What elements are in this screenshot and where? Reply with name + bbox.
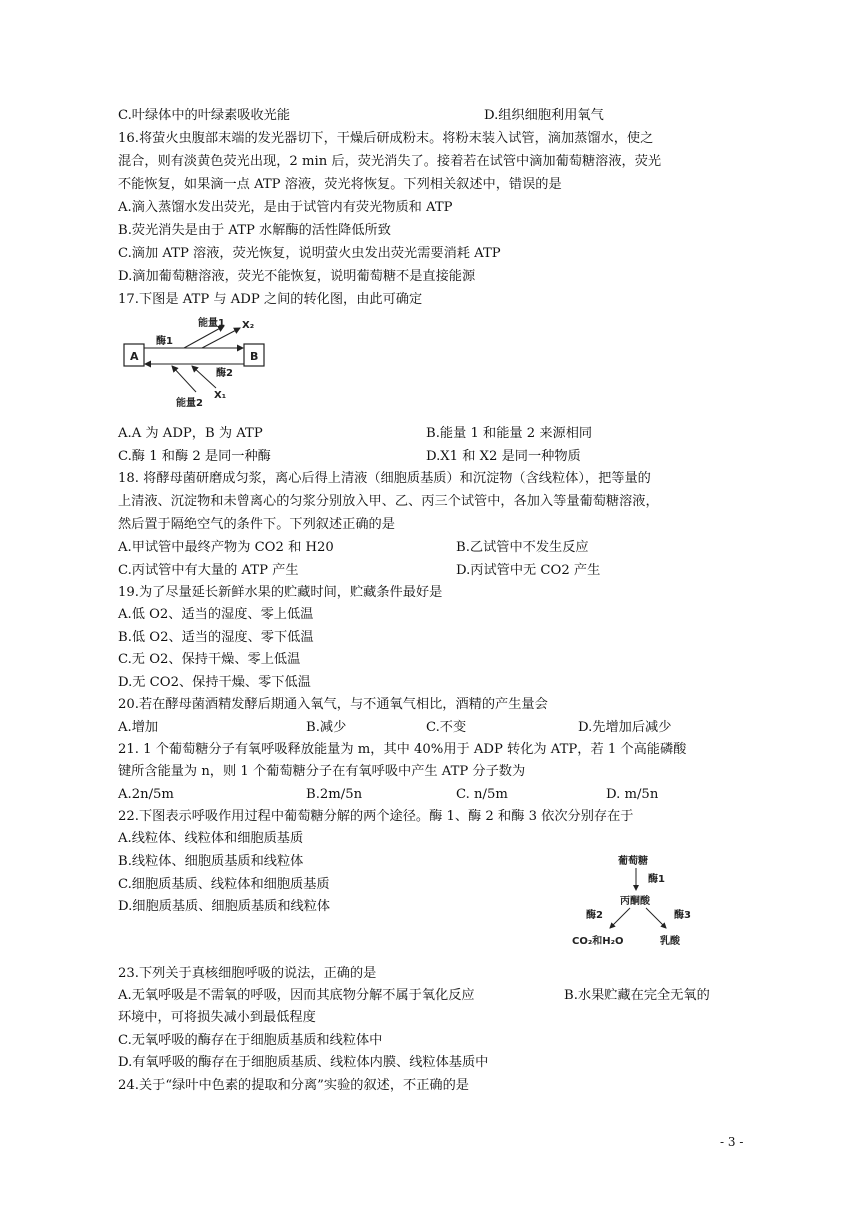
energy1-label: 能量1 xyxy=(198,318,225,329)
q16-option-c: C.滴加 ATP 溶液，荧光恢复，说明萤火虫发出荧光需要消耗 ATP xyxy=(118,246,501,261)
energy2-arrow xyxy=(172,366,196,392)
q18-option-d: D.丙试管中无 CO2 产生 xyxy=(456,563,601,578)
q18-stem-3: 然后置于隔绝空气的条件下。下列叙述正确的是 xyxy=(118,517,395,532)
glucose-label: 葡萄糖 xyxy=(618,856,648,867)
enzyme2-label: 酶2 xyxy=(586,910,603,921)
aerobic-product-label: CO₂和H₂O xyxy=(572,936,624,947)
q15-option-d: D.组织细胞利用氧气 xyxy=(484,108,604,123)
q18-option-c: C.丙试管中有大量的 ATP 产生 xyxy=(118,563,299,578)
q16-option-a: A.滴入蒸馏水发出荧光，是由于试管内有荧光物质和 ATP xyxy=(118,200,453,215)
q15-option-c: C.叶绿体中的叶绿素吸收光能 xyxy=(118,108,291,123)
q21-stem-2: 键所含能量为 n，则 1 个葡萄糖分子在有氧呼吸中产生 ATP 分子数为 xyxy=(118,764,526,779)
q23-option-b-cont: 环境中，可将损失减小到最低程度 xyxy=(118,1010,316,1025)
q23-option-d: D.有氧呼吸的酶存在于细胞质基质、线粒体内膜、线粒体基质中 xyxy=(118,1055,489,1070)
q19-option-a: A.低 O2、适当的湿度、零上低温 xyxy=(118,607,314,622)
q19-option-d: D.无 CO2、保持干燥、零下低温 xyxy=(118,675,311,690)
x1-label: X₁ xyxy=(214,390,227,401)
q23-option-b: B.水果贮藏在完全无氧的 xyxy=(564,988,710,1003)
q16-stem: 16.将萤火虫腹部末端的发光器切下，干燥后研成粉末。将粉末装入试管，滴加蒸馏水，使之 xyxy=(118,131,654,146)
q21-option-a: A.2n/5m xyxy=(118,787,174,802)
q21-option-d: D. m/5n xyxy=(606,787,659,802)
box-b-label: B xyxy=(250,350,259,363)
q20-option-c: C.不变 xyxy=(426,720,467,735)
q18-stem: 18. 将酵母菌研磨成匀浆，离心后得上清液（细胞质基质）和沉淀物（含线粒体），把等量的 xyxy=(118,471,651,486)
q17-option-c: C.酶 1 和酶 2 是同一种酶 xyxy=(118,449,271,464)
q16-stem-2: 混合，则有淡黄色荧光出现，2 min 后，荧光消失了。接着若在试管中滴加葡萄糖溶液，荧光 xyxy=(118,154,662,169)
respiration-diagram xyxy=(566,852,706,952)
x1-arrow xyxy=(192,366,216,388)
q21-stem: 21. 1 个葡萄糖分子有氧呼吸释放能量为 m，其中 40%用于 ADP 转化为 ATP，若 1 个高能磷酸 xyxy=(118,742,687,757)
enzyme1-label: 酶1 xyxy=(156,336,173,347)
box-a-label: A xyxy=(130,350,139,363)
lactic-product-label: 乳酸 xyxy=(660,936,680,947)
q19-option-c: C.无 O2、保持干燥、零上低温 xyxy=(118,652,301,667)
q19-option-b: B.低 O2、适当的湿度、零下低温 xyxy=(118,630,314,645)
energy2-label: 能量2 xyxy=(176,398,203,409)
q24-stem: 24.关于“绿叶中色素的提取和分离”实验的叙述，不正确的是 xyxy=(118,1078,469,1093)
q20-stem: 20.若在酵母菌酒精发酵后期通入氧气，与不通氧气相比，酒精的产生量会 xyxy=(118,697,548,712)
q22-option-b: B.线粒体、细胞质基质和线粒体 xyxy=(118,854,304,869)
q22-option-a: A.线粒体、线粒体和细胞质基质 xyxy=(118,831,304,846)
x2-label: X₂ xyxy=(242,320,255,331)
q17-stem: 17.下图是 ATP 与 ADP 之间的转化图，由此可确定 xyxy=(118,292,423,307)
atp-adp-diagram xyxy=(122,314,272,414)
q21-option-c: C. n/5m xyxy=(456,787,508,802)
q16-option-b: B.荧光消失是由于 ATP 水解酶的活性降低所致 xyxy=(118,223,391,238)
q22-stem: 22.下图表示呼吸作用过程中葡萄糖分解的两个途径。酶 1、酶 2 和酶 3 依次分别存在于 xyxy=(118,809,634,824)
q23-option-a: A.无氧呼吸是不需氧的呼吸，因而其底物分解不属于氧化反应 xyxy=(118,988,475,1003)
enzyme3-label: 酶3 xyxy=(674,910,691,921)
anaerobic-arrow xyxy=(646,908,666,928)
q16-option-d: D.滴加葡萄糖溶液，荧光不能恢复，说明葡萄糖不是直接能源 xyxy=(118,269,476,284)
q20-option-d: D.先增加后减少 xyxy=(578,720,672,735)
q18-option-a: A.甲试管中最终产物为 CO2 和 H20 xyxy=(118,540,334,555)
x2-arrow xyxy=(202,328,240,348)
aerobic-arrow xyxy=(610,908,630,928)
q20-option-b: B.减少 xyxy=(306,720,347,735)
q17-option-d: D.X1 和 X2 是同一种物质 xyxy=(426,449,581,464)
q16-stem-3: 不能恢复，如果滴一点 ATP 溶液，荧光将恢复。下列相关叙述中，错误的是 xyxy=(118,177,562,192)
q19-stem: 19.为了尽量延长新鲜水果的贮藏时间，贮藏条件最好是 xyxy=(118,585,443,600)
q22-option-d: D.细胞质基质、细胞质基质和线粒体 xyxy=(118,899,331,914)
q22-option-c: C.细胞质基质、线粒体和细胞质基质 xyxy=(118,877,330,892)
q20-option-a: A.增加 xyxy=(118,720,159,735)
q21-option-b: B.2m/5n xyxy=(306,787,363,802)
pyruvate-label: 丙酮酸 xyxy=(620,896,650,907)
energy1-arrow xyxy=(184,326,224,348)
q18-stem-2: 上清液、沉淀物和未曾离心的匀浆分别放入甲、乙、丙三个试管中，各加入等量葡萄糖溶液， xyxy=(118,494,659,509)
q17-option-a: A.A 为 ADP，B 为 ATP xyxy=(118,426,263,441)
enzyme1-label: 酶1 xyxy=(648,874,665,885)
q18-option-b: B.乙试管中不发生反应 xyxy=(456,540,589,555)
q23-option-c: C.无氧呼吸的酶存在于细胞质基质和线粒体中 xyxy=(118,1033,383,1048)
q17-option-b: B.能量 1 和能量 2 来源相同 xyxy=(426,426,593,441)
q23-stem: 23.下列关于真核细胞呼吸的说法，正确的是 xyxy=(118,966,377,981)
enzyme2-label: 酶2 xyxy=(216,368,233,379)
page-number: - 3 - xyxy=(720,1135,744,1149)
